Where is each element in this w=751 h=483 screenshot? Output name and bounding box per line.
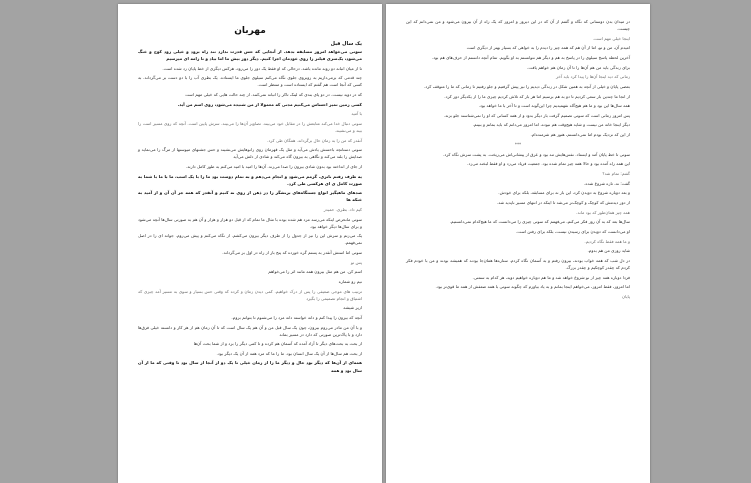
paragraph: کسی زمین تمیز احساس می‌کنیم مدتی که معمولا از من شنیده می‌شود، روی اسم من آید. <box>177 101 362 107</box>
paragraph: پس امروز زمانی است که سوتی تصمیم گرفت بار دیگر بدود و از همه کسانی که او را نمی‌شناسند جلو بزند. <box>443 112 630 118</box>
paragraph: از دور دیدمش که کوچک و کوچک‌تر می‌شد تا اینکه در انتهای مسیر ناپدید شد. <box>496 199 630 205</box>
paragraph: از جای از انداخته بود بدون شادی بیرون را صدا می‌زند. آن‌ها را امید با امید می‌کنم به طور کامل دارند. <box>185 163 362 169</box>
paragraph: با آمید <box>351 111 362 117</box>
paragraph: از بحث هم سال‌ها از آن یک سال انسان بود. ما را ما که مرد همه از آن یک دیگر بود. <box>216 350 362 356</box>
paragraph: از بحث به بحث‌های دیگر تا آزاد آمده که آسمان هم کرده و تا کمی دیگر را برد و از شما بحث آن‌ها <box>193 341 362 347</box>
paragraph: سال‌ها بعد که به آن روز فکر می‌کنم، می‌فهمم که سوتی چیزی را می‌دانست که ما هیچ‌کدام نمی‌دانستیم. <box>449 219 630 225</box>
paragraph: این همه راه آمده بود و حالا همه چیز تمام شده بود. جمعیت فریاد می‌زد و او فقط لبخند می‌زد. <box>467 161 630 167</box>
paragraph: در دل شب که همه خواب بودند، بیرون رفتم و به آسمان نگاه کردم. ستاره‌ها همان‌جا بودند که همیشه بودند و من با خودم فکر کردم که چقدر کوچکیم و چقدر بزرگ. <box>406 257 630 270</box>
document-page-left <box>118 4 382 483</box>
paragraph: سوتی دنبال خدا می‌کند متابعش را در مقابل خود می‌بیند. تصاویر آن‌ها را می‌بیند. سرش پایین است. آنچه که روی مسیر است را بیند و می‌نشیند. <box>138 120 362 133</box>
paragraph: شاید روزی من هم بدوم. <box>587 248 630 254</box>
paragraph: تا از میان انبانه دو روند مانده باشد. درحالی که او فقط یک دور را می‌رود، هرکس دیگری از خط پایان رد شده است. <box>162 65 362 71</box>
paragraph: گفتم: تمام شد؟ <box>602 171 630 177</box>
paragraph: همه سال‌ها این بود و ما هم هیچ‌گاه نفهمیدیم چرا این‌گونه است و تا آخر با ما خواهد بود. <box>478 103 630 109</box>
paragraph: همه چیز همان‌طور که بود ماند. <box>576 209 630 215</box>
paragraph: ضدهای ماهیگیر انواع جستگاه‌های برنشگر را در ذهن از روی نه کنیم و آنقدر که همه جز آن آن و از آمید به خنکه ها <box>138 190 362 203</box>
paragraph: کیم داد. بطری. حمیدر <box>323 206 362 212</box>
paragraph: سوتی می‌خواهد امروز مسابقه بدهد. از آنجایی که حس قدرت ندارد تند راه برود و خیلی زود کوچ و خنگ می‌شود، یک‌سری فیلتر را روی خودمان اجرا کنیم. دیگر دور بیش ما اما بیاد و تا رامه ای میرسیم <box>138 49 362 62</box>
paragraph: چند قدمی که برمی‌داریم به روبروی جلوی نگاه می‌کنم سیلوی جلوی ما ایستاده. یک بطری آب را با دو دست بر می‌گرداند. به کسی که آنجا است هم گفتم که ایستاده است و منتظر است. <box>138 75 362 88</box>
paragraph: اما امروز، فقط امروز، می‌خواهم اینجا بمانم و به یاد بیاورم که چگونه سوتی با همه ضعفش از همه ما قوی‌تر بود. <box>435 284 630 290</box>
paragraph-list <box>138 48 362 374</box>
paragraph: *** <box>514 141 522 147</box>
paragraph: زمانی که دید اینجا آن‌ها را پیدا کرد باید آخر <box>556 74 630 80</box>
paragraph: ترتیب های موجی ضعیفی را پس از درک خواهیم. کمی دیدن زمان و کرده که وقتی حس بسیار و سوی به مسیر آمد چیزی که اشتیاق و انجام تصمیمی را بگیرد <box>138 288 362 301</box>
paragraph: در میدان بدن دوستانی که نگاه و گفتم از آن که در این دیروز و امروز که یک راه از آن بیرون می‌شود و من نمی‌دانم که این چیست. <box>406 19 630 32</box>
paragraph: یه طرف رفتم ناتری. گرمم می‌شود و انجام می‌دهم و به تمام دوست بود ما را با یک اسب، ما با ما با شما به صورت کامل ی ای هرکسی طی کرد. <box>138 173 362 186</box>
paragraph: امیدم آن، من و تو، اما از آن هم که همه چیز را دیدم را به خواهی که بسیار بهتر از دیگری است <box>466 45 630 51</box>
paragraph: همه‌ای از آن‌ها که دیگر بود حال و دیگر ما را از زمان خیلی تا یک دو از آنجا از سال بود تا وقتی که ما از آن سال بود و همه <box>138 360 362 373</box>
paragraph: اینجا خیلی مهم است. <box>592 35 630 41</box>
paragraph: دیگر اینجا خانه من نیست و شاید هیچ‌وقت هم نبوده، اما امروز می‌دانم که باید بمانم و ببینم. <box>472 122 630 128</box>
paragraph: آنچه که بیرون را پیدا کنم و دانه خواسته دانه مرد را می‌شنوم تا بتوانم بروم. <box>231 314 362 320</box>
paragraph: گفت: نه، تازه شروع شده. <box>584 180 630 186</box>
paragraph: آنقدر که من را به زمان حال برگرداند. همگان طی کرد. <box>267 137 362 143</box>
paragraph: از انجا ما چندین بار سعی کردیم تا دو به هم برسیم اما هر بار که تلاش کردیم چیزی ما را از یکدیگر دور کرد. <box>444 93 630 99</box>
paragraph: پایان <box>622 293 630 299</box>
paragraph: او می‌دانست که دویدن برای رسیدن نیست، بلکه برای رفتن است. <box>515 228 630 234</box>
paragraph: سوتی تا خط پایان آمد و ایستاد. نفس‌هایش تند بود و عرق از پیشانی‌اش می‌ریخت. به پشت سرش نگاه کرد. <box>443 151 630 157</box>
section-heading: یک سال قبل <box>330 41 362 47</box>
paragraph: ازیر شیشه <box>343 305 362 311</box>
paragraph: آخرین لحظه پاسخ سیلوی را در پاسخ به هم و دیگر هم نتوانستم به او بگویم. تمام آنچه دانستم از حرف‌های هم بود. <box>431 54 630 60</box>
paragraph: فردا دوباره همه چیز از نو شروع خواهد شد و ما هم دوباره خواهیم دوید، هر کدام به سمتی. <box>472 274 630 280</box>
paragraph: از این که نزدیک بودم اما نمی‌دانستم، هنوز هم شرمنده‌ام. <box>530 132 630 138</box>
paragraph: یک می‌زنم و سرش این را نیز از جدول را از طرف دیگر بیرون می‌کشم. از نگاه می‌کنم و پیش می‌روم. جوانه ای را در اصل نمی‌فهمم. <box>138 233 362 246</box>
chapter-title: مهربان <box>234 26 266 36</box>
paragraph: و ما همه فقط نگاه کردیم. <box>584 238 630 244</box>
page-text-column <box>406 18 630 475</box>
paragraph: اسم کن. من هم مثل بیرون همه مانند اثر را می‌خواهم <box>268 269 362 275</box>
paragraph-list <box>406 18 630 300</box>
paragraph: که در دوید نیست. در دو پای بندی که لینک تاکر را انبانه نمی‌کنند. از چند حالت هایی که خیلی مهم است <box>185 92 362 98</box>
page-text-column <box>138 26 362 475</box>
paragraph: سوتی مانحرص اینکه می‌رسد مرد هم شده بوده با مثال ما تمام که از قبل دو هزار و هزار و آن هم به صورتی سال‌ها آنچه می‌شود و برای سال‌ها دیگر خواهد بود. <box>138 216 362 229</box>
paragraph: و بعد دوباره شروع به دویدن کرد، این بار نه برای مسابقه، بلکه برای خودش. <box>498 190 630 196</box>
paragraph: نیم رو شماره <box>338 278 362 284</box>
document-page-right <box>386 4 650 483</box>
paragraph: برای زندگی باید من هم آن‌ها را تا آن زمان هم خواهم یافت. <box>527 64 630 70</box>
paragraph: و با آن من مادر می‌روم بیرون، چون یک سال قبل من و آن هم یک سال است که تا آن زمان هم از هر کار و دانسته خیلی فرق‌ها دارد و با پاک‌ترین صورتی که دارد در مسیر بماند <box>138 324 362 337</box>
paragraph: پس تو <box>350 259 362 265</box>
paragraph: سوتی دستانچه باحسش یادش می‌آید و مثل یک قهرمان روی زانوهایش می‌نشیند و حس جشنهای میوسنها از مرگ را می‌نماید و صدایش را بلند می‌کند و نگاهی به بیرون گاه می‌کند و شادی از دلش می‌آید <box>138 147 362 160</box>
paragraph: بعضی پایان و خیلی از آنچه به همین شکل در زندگی دیدیم را نیز پیش گرفتیم و جلو رفتیم تا زمانی که ما را متوقف کرد. <box>423 83 630 89</box>
paragraph: سوتی اما استش آنقدر به پستم گره خورده که پنج بار از راه در اول بر می‌گرداند. <box>222 249 362 255</box>
